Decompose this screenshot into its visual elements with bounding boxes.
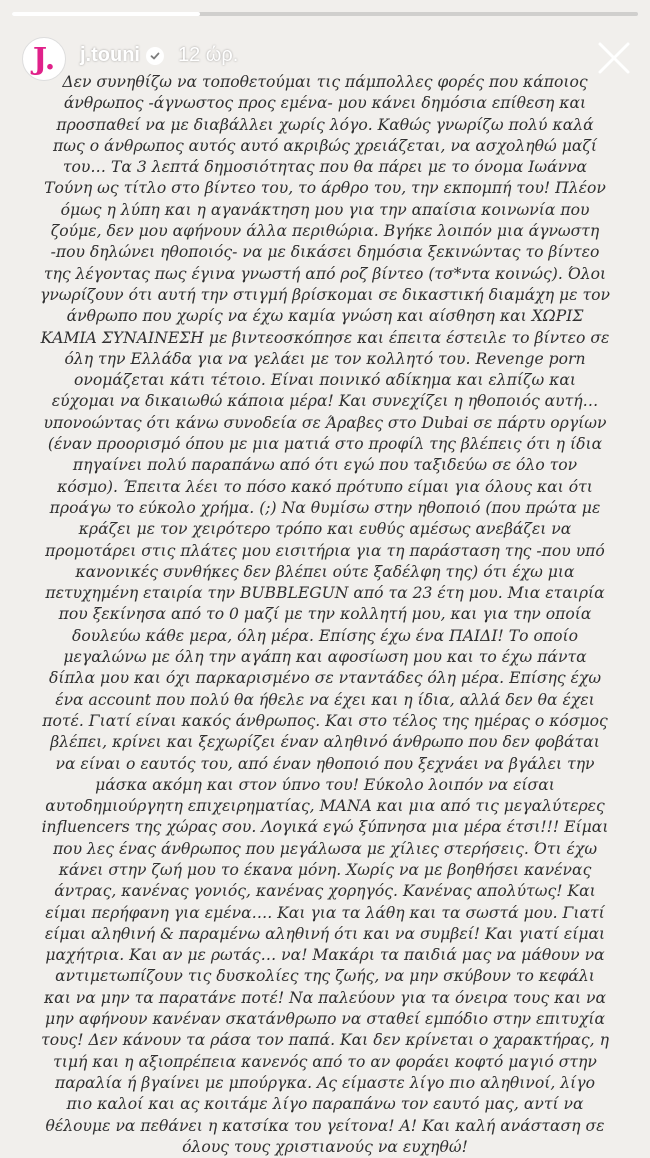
story-text-block xyxy=(40,72,610,1158)
story-progress-fill xyxy=(12,12,200,16)
close-icon[interactable] xyxy=(596,40,632,76)
username[interactable]: j.touni xyxy=(80,44,140,66)
post-time: 12 ώρ. xyxy=(177,44,239,66)
story-progress-bar xyxy=(12,12,638,16)
story-text: Δεν συνηθίζω να τοποθετούμαι τις πάμπολλες φορές που κάποιος άνθρωπος -άγνωστος προς εμένα- μου κάνει δημόσια επίθεση και προσπαθεί να με διαβάλλει χωρίς λόγο. Καθώς γνωρίζω πολύ καλά πως ο άνθρωπος αυτός αυτό ακριβώς χρειάζεται, να ασχοληθώ μαζί του… Τα 3 λεπτά δημοσιότητας που θα πάρει με το όνομα Ιωάννα Τούνη ως τίτλο στο βίντεο του, το άρθρο του, την εκπομπή του! Πλέον όμως η λύπη και η αγανάκτηση μου για την απαίσια κοινωνία που ζούμε, δεν μου αφήνουν άλλα περιθώρια. Βγήκε λοιπόν μια άγνωστη -που δηλώνει ηθοποιός- να με δικάσει δημόσια ξεκινώντας το βίντεο της λέγοντας πως έγινα γνωστή από ροζ βίντεο (τσ*ντα κοινώς). Όλοι γνωρίζουν ότι αυτή την στιγμή βρίσκομαι σε δικαστική διαμάχη με τον άνθρωπο που χωρίς να έχω καμία γνώση και αίσθηση και ΧΩΡΙΣ ΚΑΜΙΑ ΣΥΝΑΙΝΕΣΗ με βιντεοσκόπησε και έπειτα έστειλε το βίντεο σε όλη την Ελλάδα για να γελάει με τον κολλητό του. Revenge porn ονομάζεται κάτι τέτοιο. Είναι ποινικό αδίκημα και ελπίζω και εύχομαι να δικαιωθώ κάποια μέρα! Και συνεχίζει η ηθοποιός αυτή…υπονοώντας ότι κάνω συνοδεία σε Άραβες στο Dubai σε πάρτυ οργίων (έναν προορισμό όπου με μια ματιά στο προφίλ της βλέπεις ότι η ίδια πηγαίνει πολύ παραπάνω από ότι εγώ που ταξιδεύω σε όλο τον κόσμο). Έπειτα λέει το πόσο κακό πρότυπο είμαι για όλους και ότι προάγω το εύκολο χρήμα. (;) Να θυμίσω στην ηθοποιό (που πρώτα με κράζει με τον χειρότερο τρόπο και ευθύς αμέσως ανεβάζει να προμοτάρει στις πλάτες μου εισιτήρια για τη παράσταση της -που υπό κανονικές συνθήκες δεν βλέπει ούτε ξαδέλφη της) ότι έχω μια πετυχημένη εταιρία την BUBBLEGUN από τα 23 έτη μου. Μια εταιρία που ξεκίνησα από το 0 μαζί με την κολλητή μου, και για την οποία δουλεύω κάθε μερα, όλη μέρα. Επίσης έχω ένα ΠΑΙΔΙ! Το οποίο μεγαλώνω με όλη την αγάπη και αφοσίωση μου και το έχω πάντα δίπλα μου και όχι παρκαρισμένο σε νταντάδες όλη μέρα. Επίσης έχω ένα account που πολύ θα ήθελε να έχει και η ίδια, αλλά δεν θα έχει ποτέ. Γιατί είναι κακός άνθρωπος. Και στο τέλος της ημέρας ο κόσμος βλέπει, κρίνει και ξεχωρίζει έναν αληθινό άνθρωπο που δεν φοβάται να είναι ο εαυτός του, από έναν ηθοποιό που ξεχνάει να βγάλει την μάσκα ακόμη και στον ύπνο του! Εύκολο λοιπόν να είσαι αυτοδημιούργητη επιχειρηματίας, ΜΑΝΑ και μια από τις μεγαλύτερες influencers της χώρας σου. Λογικά εγώ ξύπνησα μια μέρα έτσι!!! Είμαι που λες ένας άνθρωπος που μεγάλωσα με χίλιες στερήσεις. Ότι έχω κάνει στην ζωή μου το έκανα μόνη. Χωρίς να με βοηθήσει κανένας άντρας, κανένας γονιός, κανένας χορηγός. Κανένας απολύτως! Και είμαι περήφανη για εμένα…. Και για τα λάθη και τα σωστά μου. Γιατί είμαι αληθινή & παραμένω αληθινή ότι και να συμβεί! Και γιατί είμαι μαχήτρια. Και αν με ρωτάς… να! Μακάρι τα παιδιά μας να μάθουν να αντιμετωπίζουν τις δυσκολίες της ζωής, να μην σκύβουν το κεφάλι και να μην τα παρατάνε ποτέ! Να παλεύουν για τα όνειρα τους και να μην αφήνουν κανέναν σκατάνθρωπο να σταθεί εμπόδιο στην επιτυχία τους! Δεν κάνουν τα ράσα τον παπά. Και δεν κρίνεται ο χαρακτήρας, η τιμή και η αξιοπρέπεια κανενός από το αν φοράει κοφτό μαγιό στην παραλία ή βγαίνει με μπούργκα. Ας είμαστε λίγο πιο αληθινοί, λίγο πιο καλοί και ας κοιτάμε λίγο παραπάνω τον εαυτό μας, αντί να θέλουμε να πεθάνει η κατσίκα του γείτονα! Α! Και καλή ανάσταση σε όλους τους χριστιανούς να ευχηθώ! xyxy=(40,73,610,1156)
story-header xyxy=(80,44,238,67)
verified-badge-icon xyxy=(146,47,164,65)
avatar-logo: J. xyxy=(32,41,56,77)
